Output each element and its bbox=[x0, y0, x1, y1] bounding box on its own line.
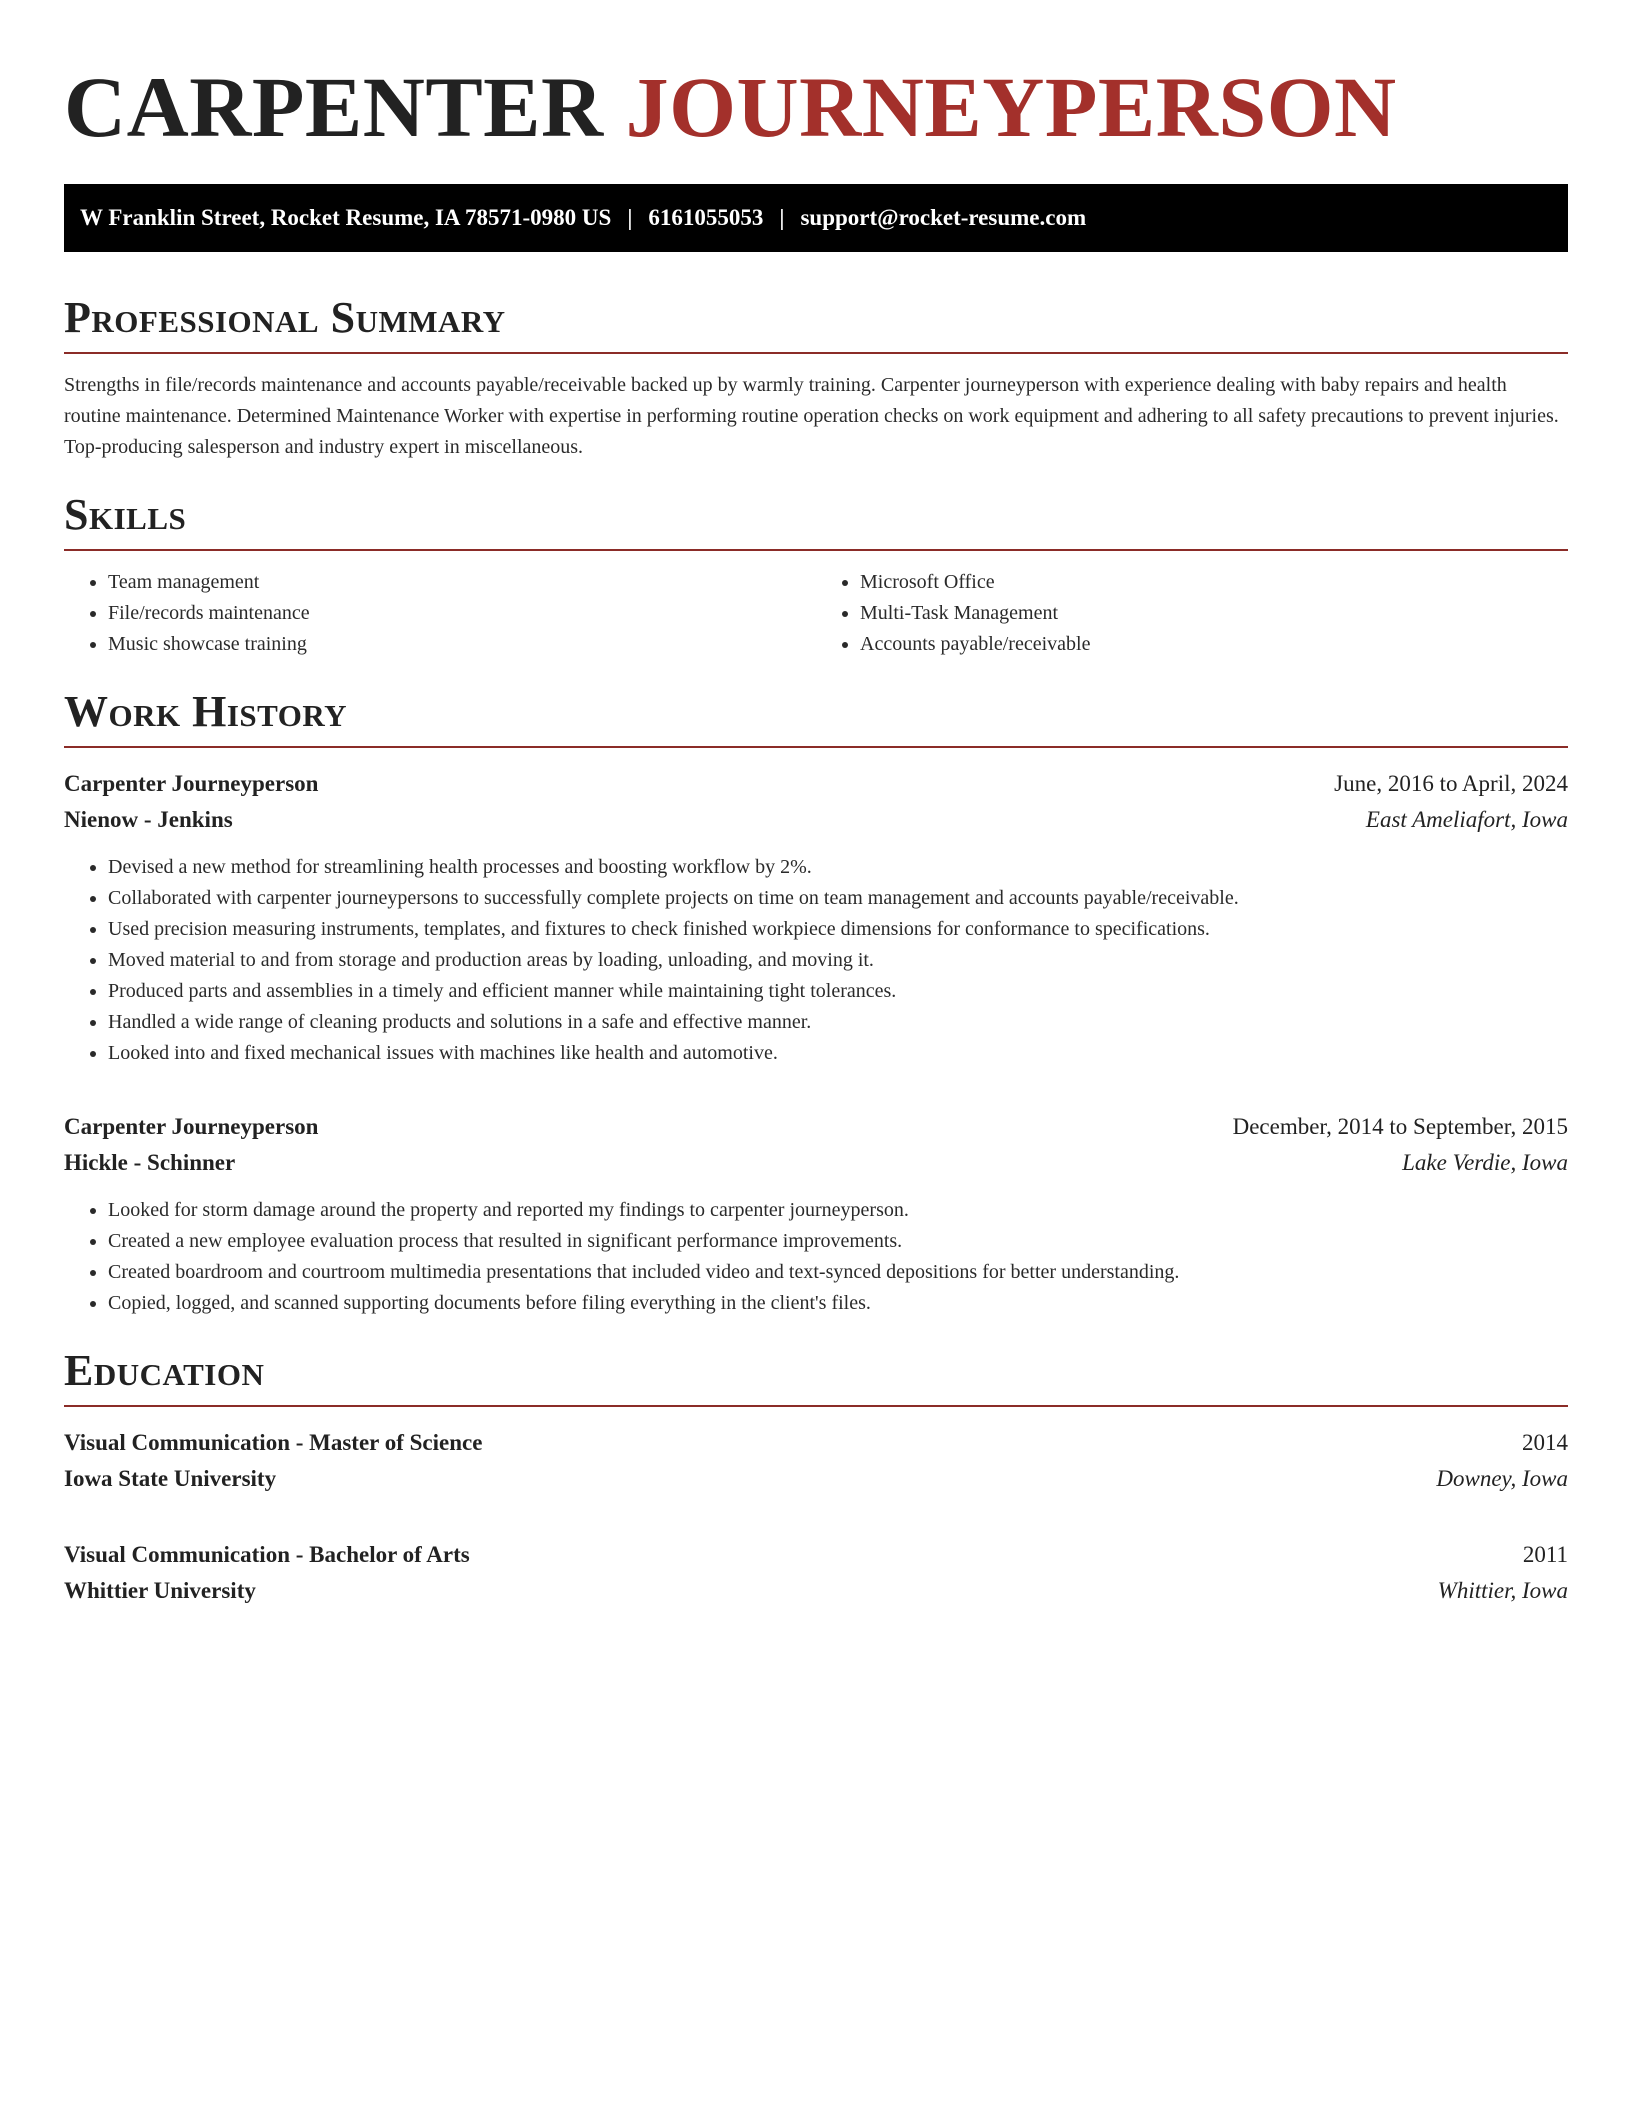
skill-item: • Microsoft Office bbox=[860, 567, 1568, 598]
education-year: 2014 bbox=[1522, 1430, 1568, 1455]
job-bullets bbox=[64, 1195, 1568, 1319]
skill-item: • Team management bbox=[108, 567, 816, 598]
skills-section bbox=[64, 490, 1568, 660]
contact-bar bbox=[64, 184, 1568, 252]
job-company: Nienow - Jenkins bbox=[64, 807, 233, 832]
education-header-row bbox=[64, 1425, 1568, 1461]
job-entry bbox=[64, 766, 1568, 1069]
job-entry bbox=[64, 1109, 1568, 1319]
education-school-row bbox=[64, 1573, 1568, 1609]
job-dates: December, 2014 to September, 2015 bbox=[1232, 1114, 1568, 1139]
education-entry bbox=[64, 1537, 1568, 1609]
job-bullet: • Created boardroom and courtroom multimedia presentations that included video and text-synced depositions for better understanding. bbox=[108, 1257, 1568, 1288]
skills-list bbox=[64, 567, 1568, 660]
education-location: Whittier, Iowa bbox=[1437, 1578, 1568, 1603]
contact-email[interactable]: support@rocket-resume.com bbox=[800, 205, 1087, 230]
job-bullet: • Used precision measuring instruments, templates, and fixtures to check finished workpiece dimensions for conformance to specifications. bbox=[108, 914, 1568, 945]
contact-separator: | bbox=[627, 205, 633, 230]
work-history-title: Work History bbox=[64, 690, 1568, 748]
job-location: Lake Verdie, Iowa bbox=[1402, 1150, 1568, 1175]
job-role: Carpenter Journeyperson bbox=[64, 1114, 319, 1139]
skills-column-left bbox=[64, 567, 816, 660]
skill-item: • File/records maintenance bbox=[108, 598, 816, 629]
skill-item: • Multi-Task Management bbox=[860, 598, 1568, 629]
summary-text: Strengths in file/records maintenance and accounts payable/receivable backed up by warmly training. Carpenter journeyperson with experience dealing with baby repairs and health routine maintenance. Determined Maintenance Worker with expertise in performing routine operation checks on work equipment and adhering to all safety precautions to prevent injuries. Top-producing salesperson and industry expert in miscellaneous. bbox=[64, 374, 1559, 458]
contact-phone: 6161055053 bbox=[648, 205, 764, 230]
job-bullet: • Devised a new method for streamlining health processes and boosting workflow by 2%. bbox=[108, 852, 1568, 883]
skills-column-right bbox=[816, 567, 1568, 660]
job-dates: June, 2016 to April, 2024 bbox=[1334, 771, 1568, 796]
skill-item: • Accounts payable/receivable bbox=[860, 629, 1568, 660]
contact-address: W Franklin Street, Rocket Resume, IA 78571-0980 US bbox=[80, 205, 612, 230]
job-header-row bbox=[64, 1109, 1568, 1145]
job-company-row bbox=[64, 1145, 1568, 1181]
education-degree: Visual Communication - Master of Science bbox=[64, 1430, 483, 1455]
job-bullet: • Created a new employee evaluation process that resulted in significant performance improvements. bbox=[108, 1226, 1568, 1257]
job-bullet: • Looked into and fixed mechanical issues with machines like health and automotive. bbox=[108, 1038, 1568, 1069]
job-location: East Ameliafort, Iowa bbox=[1365, 807, 1568, 832]
education-section bbox=[64, 1346, 1568, 1609]
job-company-row bbox=[64, 802, 1568, 838]
education-school-row bbox=[64, 1461, 1568, 1497]
last-name: JOURNEYPERSON bbox=[625, 59, 1397, 155]
job-bullets bbox=[64, 852, 1568, 1069]
summary-section bbox=[64, 293, 1568, 463]
summary-title: Professional Summary bbox=[64, 296, 1568, 354]
work-history-section bbox=[64, 687, 1568, 1319]
education-school: Whittier University bbox=[64, 1578, 256, 1603]
job-bullet: • Looked for storm damage around the property and reported my findings to carpenter journeyperson. bbox=[108, 1195, 1568, 1226]
candidate-name bbox=[64, 56, 1568, 155]
job-header-row bbox=[64, 766, 1568, 802]
job-bullet: • Collaborated with carpenter journeypersons to successfully complete projects on time on team management and accounts payable/receivable. bbox=[108, 883, 1568, 914]
job-bullet: • Handled a wide range of cleaning products and solutions in a safe and effective manner. bbox=[108, 1007, 1568, 1038]
first-name: CARPENTER bbox=[64, 59, 604, 155]
education-location: Downey, Iowa bbox=[1436, 1466, 1568, 1491]
skill-item: • Music showcase training bbox=[108, 629, 816, 660]
education-title: Education bbox=[64, 1349, 1568, 1407]
education-school: Iowa State University bbox=[64, 1466, 277, 1491]
contact-separator: | bbox=[779, 205, 785, 230]
job-bullet: • Produced parts and assemblies in a timely and efficient manner while maintaining tight tolerances. bbox=[108, 976, 1568, 1007]
job-bullet: • Moved material to and from storage and production areas by loading, unloading, and moving it. bbox=[108, 945, 1568, 976]
education-entry bbox=[64, 1425, 1568, 1497]
education-degree: Visual Communication - Bachelor of Arts bbox=[64, 1542, 470, 1567]
skills-title: Skills bbox=[64, 493, 1568, 551]
job-bullet: • Copied, logged, and scanned supporting documents before filing everything in the client's files. bbox=[108, 1288, 1568, 1319]
job-role: Carpenter Journeyperson bbox=[64, 771, 319, 796]
job-company: Hickle - Schinner bbox=[64, 1150, 236, 1175]
education-header-row bbox=[64, 1537, 1568, 1573]
education-year: 2011 bbox=[1522, 1542, 1568, 1567]
